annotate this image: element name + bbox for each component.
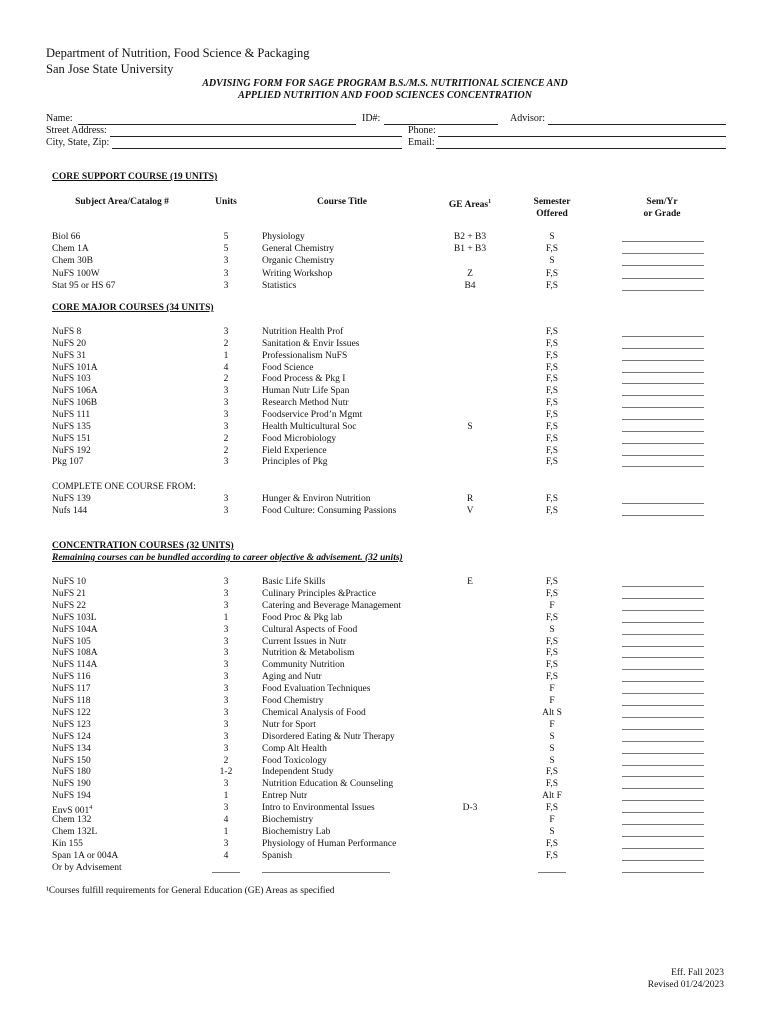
grade-entry-field[interactable] bbox=[622, 646, 704, 647]
course-semester-offered: F bbox=[549, 815, 555, 825]
course-title: Research Method Nutr bbox=[262, 398, 349, 409]
course-title: Physiology of Human Performance bbox=[262, 838, 397, 849]
course-semester-offered: F,S bbox=[545, 767, 559, 778]
grade-entry-field[interactable] bbox=[622, 693, 704, 694]
course-code: Chem 1A bbox=[52, 244, 89, 255]
course-units: 3 bbox=[223, 838, 229, 849]
course-code: NuFS 22 bbox=[52, 600, 87, 611]
advisor-field[interactable] bbox=[548, 124, 726, 125]
course-units: 3 bbox=[223, 624, 229, 635]
course-title: Food Microbiology bbox=[262, 433, 337, 444]
course-title: Chemical Analysis of Food bbox=[262, 707, 366, 718]
street-label: Street Address: bbox=[46, 125, 107, 136]
col-title-header: Course Title bbox=[316, 197, 368, 207]
course-semester-offered: S bbox=[549, 256, 555, 267]
course-semester-offered: F,S bbox=[545, 457, 559, 468]
grade-entry-field[interactable] bbox=[622, 503, 704, 504]
course-title: Physiology bbox=[262, 232, 305, 242]
core-support-heading: CORE SUPPORT COURSE (19 UNITS) bbox=[52, 172, 218, 182]
phone-label: Phone: bbox=[408, 125, 436, 136]
course-title: Foodservice Prod’n Mgmt bbox=[262, 409, 363, 420]
course-ge-area: D-3 bbox=[462, 803, 478, 814]
course-code: NuFS 135 bbox=[52, 421, 91, 432]
phone-field[interactable] bbox=[438, 136, 726, 137]
course-semester-offered: F,S bbox=[545, 386, 559, 397]
course-title: Food Toxicology bbox=[262, 755, 327, 766]
course-code: NuFS 104A bbox=[52, 624, 98, 635]
grade-entry-field[interactable] bbox=[622, 372, 704, 373]
course-units: 3 bbox=[223, 743, 229, 754]
course-units: 3 bbox=[223, 588, 229, 599]
grade-entry-field[interactable] bbox=[622, 812, 704, 813]
grade-entry-field[interactable] bbox=[622, 395, 704, 396]
course-title: Culinary Principles &Practice bbox=[262, 588, 376, 599]
grade-entry-field[interactable] bbox=[622, 265, 704, 266]
course-code: Nufs 144 bbox=[52, 506, 88, 516]
course-code: Stat 95 or HS 67 bbox=[52, 280, 116, 291]
course-title: Professionalism NuFS bbox=[262, 350, 348, 361]
course-code: Kin 155 bbox=[52, 838, 83, 849]
grade-entry-field[interactable] bbox=[622, 290, 704, 291]
advisement-blank-field[interactable] bbox=[538, 872, 566, 873]
concentration-heading: CONCENTRATION COURSES (32 UNITS) bbox=[52, 541, 234, 551]
course-code: NuFS 103L bbox=[52, 612, 97, 623]
course-semester-offered: F,S bbox=[545, 244, 559, 255]
course-semester-offered: F,S bbox=[545, 374, 559, 385]
grade-entry-field[interactable] bbox=[622, 383, 704, 384]
grade-entry-field[interactable] bbox=[622, 466, 704, 467]
course-units: 3 bbox=[223, 327, 229, 337]
course-code: NuFS 106B bbox=[52, 398, 98, 409]
course-code: NuFS 123 bbox=[52, 719, 91, 730]
course-code: NuFS 118 bbox=[52, 696, 91, 706]
course-semester-offered: F,S bbox=[545, 838, 559, 849]
course-units: 3 bbox=[223, 672, 229, 683]
course-semester-offered: Alt F bbox=[542, 791, 562, 802]
grade-entry-field[interactable] bbox=[622, 860, 704, 861]
course-semester-offered: F,S bbox=[545, 350, 559, 361]
course-semester-offered: S bbox=[549, 731, 555, 742]
course-units: 4 bbox=[223, 850, 229, 861]
course-code: Biol 66 bbox=[52, 232, 81, 242]
course-semester-offered: F bbox=[549, 719, 555, 730]
grade-entry-field[interactable] bbox=[622, 824, 704, 825]
city-label: City, State, Zip: bbox=[46, 137, 110, 148]
course-semester-offered: F bbox=[549, 600, 555, 611]
grade-entry-field[interactable] bbox=[622, 800, 704, 801]
course-title: Nutrition Health Prof bbox=[262, 327, 344, 337]
col-semyr-header: Sem/Yr or Grade bbox=[643, 197, 681, 219]
course-semester-offered: F bbox=[549, 696, 555, 706]
course-title: Disordered Eating & Nutr Therapy bbox=[262, 731, 395, 742]
grade-entry-field[interactable] bbox=[622, 872, 704, 873]
course-title: General Chemistry bbox=[262, 244, 335, 255]
course-units: 3 bbox=[223, 648, 229, 659]
course-title: Nutrition Education & Counseling bbox=[262, 779, 394, 790]
course-title: Food Process & Pkg I bbox=[262, 374, 346, 385]
course-semester-offered: S bbox=[549, 624, 555, 635]
course-title: Entrep Nutr bbox=[262, 791, 308, 802]
course-units: 3 bbox=[223, 719, 229, 730]
grade-entry-field[interactable] bbox=[622, 776, 704, 777]
course-units: 2 bbox=[223, 445, 229, 456]
course-title: Nutr for Sport bbox=[262, 719, 316, 730]
course-semester-offered: F bbox=[549, 684, 555, 695]
course-title: Food Proc & Pkg lab bbox=[262, 612, 343, 623]
course-title: Comp Alt Health bbox=[262, 743, 327, 754]
course-title: Basic Life Skills bbox=[262, 577, 326, 587]
course-semester-offered: F,S bbox=[545, 433, 559, 444]
course-title: Sanitation & Envir Issues bbox=[262, 338, 360, 349]
course-title: Hunger & Environ Nutrition bbox=[262, 494, 371, 504]
university-name: San Jose State University bbox=[46, 62, 174, 76]
grade-entry-field[interactable] bbox=[622, 657, 704, 658]
course-semester-offered: S bbox=[549, 743, 555, 754]
course-code: NuFS 117 bbox=[52, 684, 91, 695]
course-code: NuFS 21 bbox=[52, 588, 87, 599]
course-semester-offered: F,S bbox=[545, 338, 559, 349]
grade-entry-field[interactable] bbox=[622, 669, 704, 670]
course-semester-offered: F,S bbox=[545, 588, 559, 599]
course-title: Spanish bbox=[262, 850, 293, 861]
course-ge-area: B2 + B3 bbox=[453, 232, 487, 242]
course-title: Aging and Nutr bbox=[262, 672, 322, 683]
course-code: NuFS 100W bbox=[52, 268, 100, 279]
course-ge-area: B1 + B3 bbox=[453, 244, 487, 255]
course-semester-offered: F,S bbox=[545, 636, 559, 647]
course-code: NuFS 150 bbox=[52, 755, 91, 766]
course-ge-area: B4 bbox=[464, 280, 476, 291]
course-units: 2 bbox=[223, 755, 229, 766]
advisement-blank-field[interactable] bbox=[262, 872, 390, 873]
course-semester-offered: F,S bbox=[545, 577, 559, 587]
course-title: Principles of Pkg bbox=[262, 457, 328, 468]
course-units: 3 bbox=[223, 779, 229, 790]
grade-entry-field[interactable] bbox=[622, 586, 704, 587]
course-units: 2 bbox=[223, 433, 229, 444]
grade-entry-field[interactable] bbox=[622, 717, 704, 718]
course-code: NuFS 114A bbox=[52, 660, 98, 671]
form-title-line-2: APPLIED NUTRITION AND FOOD SCIENCES CONCENTRATION bbox=[238, 90, 532, 101]
course-title: Food Science bbox=[262, 362, 314, 373]
course-units: 3 bbox=[223, 457, 229, 468]
course-semester-offered: F,S bbox=[545, 421, 559, 432]
department-name: Department of Nutrition, Food Science & Packaging bbox=[46, 46, 310, 60]
course-units: 3 bbox=[223, 577, 229, 587]
course-semester-offered: F,S bbox=[545, 409, 559, 420]
course-units: 1 bbox=[223, 791, 229, 802]
course-semester-offered: F,S bbox=[545, 648, 559, 659]
advisor-label: Advisor: bbox=[510, 113, 545, 124]
course-ge-area: Z bbox=[467, 268, 473, 279]
course-title: Intro to Environmental Issues bbox=[262, 803, 375, 814]
course-units: 1 bbox=[223, 612, 229, 623]
course-units: 3 bbox=[223, 409, 229, 420]
id-label: ID#: bbox=[362, 113, 381, 124]
course-code: NuFS 139 bbox=[52, 494, 91, 504]
course-title: Food Culture: Consuming Passions bbox=[262, 506, 397, 516]
course-title: Nutrition & Metabolism bbox=[262, 648, 355, 659]
col-units-header: Units bbox=[215, 197, 237, 207]
course-units: 3 bbox=[223, 256, 229, 267]
grade-entry-field[interactable] bbox=[622, 836, 704, 837]
course-title: Cultural Aspects of Food bbox=[262, 624, 358, 635]
course-units: 3 bbox=[223, 386, 229, 397]
grade-entry-field[interactable] bbox=[622, 681, 704, 682]
complete-one-label: COMPLETE ONE COURSE FROM: bbox=[52, 482, 196, 492]
course-semester-offered: F,S bbox=[545, 612, 559, 623]
grade-entry-field[interactable] bbox=[622, 598, 704, 599]
course-semester-offered: F,S bbox=[545, 445, 559, 456]
email-label: Email: bbox=[408, 137, 435, 148]
course-units: 3 bbox=[223, 398, 229, 409]
course-ge-area: V bbox=[466, 506, 474, 516]
course-code: Chem 30B bbox=[52, 256, 93, 267]
course-semester-offered: F,S bbox=[545, 660, 559, 671]
effective-date: Eff. Fall 2023 bbox=[671, 968, 724, 978]
course-code: NuFS 105 bbox=[52, 636, 91, 647]
course-semester-offered: F,S bbox=[545, 672, 559, 683]
course-semester-offered: F,S bbox=[545, 494, 559, 504]
col-semester-header: Semester Offered bbox=[533, 197, 571, 219]
course-semester-offered: F,S bbox=[545, 850, 559, 861]
concentration-note: Remaining courses can be bundled according to career objective & advisement. (32 units) bbox=[52, 553, 403, 563]
course-units: 1 bbox=[223, 826, 229, 837]
course-semester-offered: S bbox=[549, 826, 555, 837]
course-code: NuFS 101A bbox=[52, 362, 98, 373]
grade-entry-field[interactable] bbox=[622, 278, 704, 279]
advisement-blank-field[interactable] bbox=[212, 872, 240, 873]
form-title-line-1: ADVISING FORM FOR SAGE PROGRAM B.S./M.S. NUTRITIONAL SCIENCE AND bbox=[202, 78, 568, 89]
course-code: NuFS 192 bbox=[52, 445, 91, 456]
course-code: NuFS 180 bbox=[52, 767, 91, 778]
grade-entry-field[interactable] bbox=[622, 407, 704, 408]
course-units: 3 bbox=[223, 280, 229, 291]
course-semester-offered: F,S bbox=[545, 280, 559, 291]
course-semester-offered: F,S bbox=[545, 398, 559, 409]
course-units: 1 bbox=[223, 350, 229, 361]
grade-entry-field[interactable] bbox=[622, 360, 704, 361]
course-units: 1-2 bbox=[219, 767, 233, 778]
course-units: 5 bbox=[223, 244, 229, 255]
course-title: Catering and Beverage Management bbox=[262, 600, 402, 611]
course-semester-offered: F,S bbox=[545, 803, 559, 814]
course-code: Pkg 107 bbox=[52, 457, 84, 468]
course-title: Community Nutrition bbox=[262, 660, 345, 671]
grade-entry-field[interactable] bbox=[622, 729, 704, 730]
grade-entry-field[interactable] bbox=[622, 705, 704, 706]
course-code: NuFS 190 bbox=[52, 779, 91, 790]
grade-entry-field[interactable] bbox=[622, 348, 704, 349]
course-ge-area: S bbox=[467, 421, 473, 432]
course-units: 4 bbox=[223, 362, 229, 373]
course-units: 3 bbox=[223, 707, 229, 718]
col-ge-header: GE Areas$^1$ bbox=[448, 199, 492, 211]
grade-entry-field[interactable] bbox=[622, 253, 704, 254]
course-code: NuFS 20 bbox=[52, 338, 87, 349]
revised-date: Revised 01/24/2023 bbox=[647, 980, 724, 990]
course-semester-offered: F,S bbox=[545, 268, 559, 279]
course-code: EnvS $001^4$ bbox=[52, 805, 93, 817]
course-semester-offered: S bbox=[549, 755, 555, 766]
course-units: 2 bbox=[223, 374, 229, 385]
grade-entry-field[interactable] bbox=[622, 788, 704, 789]
course-units: 2 bbox=[223, 338, 229, 349]
course-units: 3 bbox=[223, 600, 229, 611]
grade-entry-field[interactable] bbox=[622, 622, 704, 623]
name-label: Name: bbox=[46, 113, 73, 124]
course-units: 3 bbox=[223, 660, 229, 671]
id-field[interactable] bbox=[384, 124, 498, 125]
grade-entry-field[interactable] bbox=[622, 515, 704, 516]
course-title: Food Evaluation Techniques bbox=[262, 684, 371, 695]
course-title: Field Experience bbox=[262, 445, 327, 456]
course-code: Or by Advisement bbox=[52, 862, 122, 873]
course-ge-area: E bbox=[467, 577, 473, 587]
course-semester-offered: F,S bbox=[545, 327, 559, 337]
course-code: NuFS 151 bbox=[52, 433, 91, 444]
course-title: Health Multicultural Soc bbox=[262, 421, 357, 432]
course-title: Biochemistry bbox=[262, 815, 314, 825]
course-title: Writing Workshop bbox=[262, 268, 333, 279]
course-units: 3 bbox=[223, 506, 229, 516]
course-code: NuFS 106A bbox=[52, 386, 98, 397]
course-code: NuFS 124 bbox=[52, 731, 91, 742]
course-code: NuFS 122 bbox=[52, 707, 91, 718]
course-code: Chem 132L bbox=[52, 826, 98, 837]
course-code: NuFS 111 bbox=[52, 409, 91, 420]
course-units: 3 bbox=[223, 696, 229, 706]
grade-entry-field[interactable] bbox=[622, 753, 704, 754]
course-title: Organic Chemistry bbox=[262, 256, 335, 267]
course-code: NuFS 134 bbox=[52, 743, 91, 754]
course-title: Human Nutr Life Span bbox=[262, 386, 350, 397]
course-units: 3 bbox=[223, 494, 229, 504]
grade-entry-field[interactable] bbox=[622, 431, 704, 432]
col-subject-header: Subject Area/Catalog # bbox=[75, 197, 169, 207]
city-state-zip-field[interactable] bbox=[112, 148, 402, 149]
course-title: Statistics bbox=[262, 280, 297, 291]
grade-entry-field[interactable] bbox=[622, 741, 704, 742]
course-title: Independent Study bbox=[262, 767, 334, 778]
course-ge-area: R bbox=[466, 494, 474, 504]
course-code: NuFS 8 bbox=[52, 327, 82, 337]
grade-entry-field[interactable] bbox=[622, 336, 704, 337]
course-units: 3 bbox=[223, 421, 229, 432]
course-semester-offered: F,S bbox=[545, 506, 559, 516]
course-title: Biochemistry Lab bbox=[262, 826, 331, 837]
core-major-heading: CORE MAJOR COURSES (34 UNITS) bbox=[52, 303, 214, 313]
course-code: NuFS 116 bbox=[52, 672, 91, 683]
course-units: 3 bbox=[223, 268, 229, 279]
street-field[interactable] bbox=[110, 136, 402, 137]
course-code: Span 1A or 004A bbox=[52, 850, 119, 861]
grade-entry-field[interactable] bbox=[622, 455, 704, 456]
ge-footnote: ¹Courses fulfill requirements for General Education (GE) Areas as specified bbox=[46, 886, 335, 896]
name-field[interactable] bbox=[78, 124, 356, 125]
course-code: NuFS 103 bbox=[52, 374, 91, 385]
course-semester-offered: Alt S bbox=[542, 707, 562, 718]
course-units: 3 bbox=[223, 636, 229, 647]
course-units: 3 bbox=[223, 731, 229, 742]
grade-entry-field[interactable] bbox=[622, 634, 704, 635]
course-units: 4 bbox=[223, 815, 229, 825]
course-units: 5 bbox=[223, 232, 229, 242]
course-semester-offered: S bbox=[549, 232, 555, 242]
course-code: NuFS 31 bbox=[52, 350, 87, 361]
grade-entry-field[interactable] bbox=[622, 765, 704, 766]
grade-entry-field[interactable] bbox=[622, 610, 704, 611]
grade-entry-field[interactable] bbox=[622, 241, 704, 242]
course-code: NuFS 108A bbox=[52, 648, 98, 659]
course-title: Current Issues in Nutr bbox=[262, 636, 347, 647]
course-code: Chem 132 bbox=[52, 815, 92, 825]
grade-entry-field[interactable] bbox=[622, 419, 704, 420]
course-units: 3 bbox=[223, 803, 229, 814]
course-semester-offered: F,S bbox=[545, 362, 559, 373]
course-semester-offered: F,S bbox=[545, 779, 559, 790]
course-code: NuFS 10 bbox=[52, 577, 87, 587]
grade-entry-field[interactable] bbox=[622, 848, 704, 849]
course-code: NuFS 194 bbox=[52, 791, 91, 802]
grade-entry-field[interactable] bbox=[622, 443, 704, 444]
course-title: Food Chemistry bbox=[262, 696, 324, 706]
course-units: 3 bbox=[223, 684, 229, 695]
email-field[interactable] bbox=[436, 148, 726, 149]
